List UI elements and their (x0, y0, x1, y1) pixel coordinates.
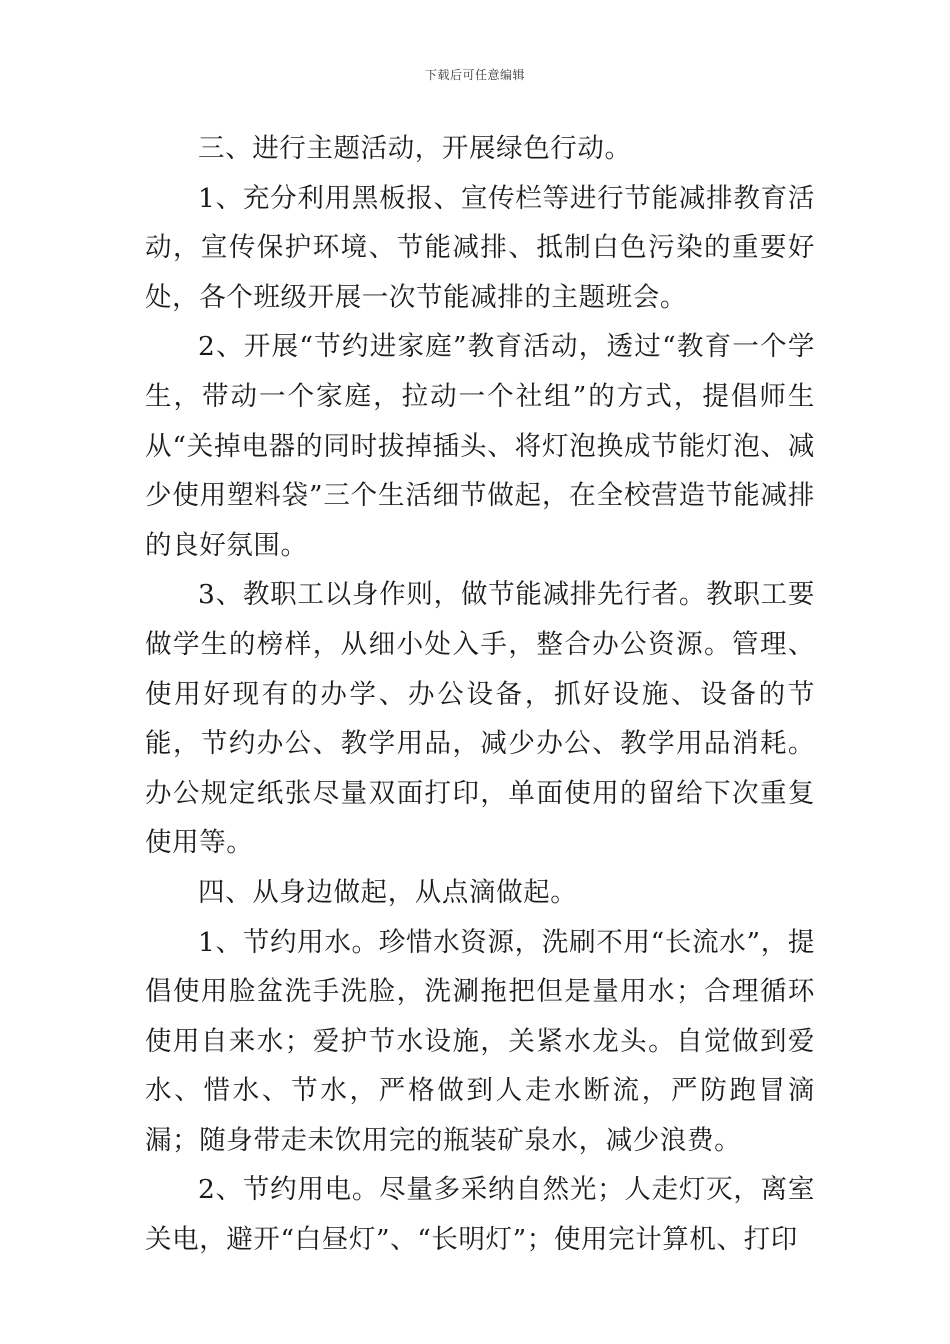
paragraph-staff-example: 3、教职工以身作则，做节能减排先行者。教职工要做学生的榜样，从细小处入手，整合办公资源。管理、使用好现有的办学、办公设备，抓好设施、设备的节能，节约办公、教学用品，减少办公、教学用品消耗。办公规定纸张尽量双面打印，单面使用的留给下次重复使用等。 (145, 579, 815, 859)
paragraph-blackboard-activity: 1、充分利用黑板报、宣传栏等进行节能减排教育活动，宣传保护环境、节能减排、抵制白色污染的重要好处，各个班级开展一次节能减排的主题班会。 (145, 182, 815, 313)
paragraph-save-water: 1、节约用水。珍惜水资源，洗刷不用“长流水”，提倡使用脸盆洗手洗脸，洗涮拖把但是量用水；合理循环使用自来水；爱护节水设施，关紧水龙头。自觉做到爱水、惜水、节水，严格做到人走水断流，严防跑冒滴漏；随身带走未饮用完的瓶装矿泉水，减少浪费。 (145, 926, 815, 1156)
paragraph-save-electricity: 2、节约用电。尽量多采纳自然光；人走灯灭，离室关电，避开“白昼灯”、“长明灯”；使用完计算机、打印 (145, 1174, 815, 1256)
document-body (145, 124, 815, 1265)
page-header-note: 下载后可任意编辑 (424, 68, 525, 82)
section-heading-4: 四、从身边做起，从点滴做起。 (198, 876, 578, 908)
paragraph-family-activity: 2、开展“节约进家庭”教育活动，透过“教育一个学生，带动一个家庭，拉动一个社组”的方式，提倡师生从“关掉电器的同时拔掉插头、将灯泡换成节能灯泡、减少使用塑料袋”三个生活细节做起，在全校营造节能减排的良好氛围。 (145, 331, 815, 561)
section-heading-3: 三、进行主题活动，开展绿色行动。 (198, 133, 632, 164)
